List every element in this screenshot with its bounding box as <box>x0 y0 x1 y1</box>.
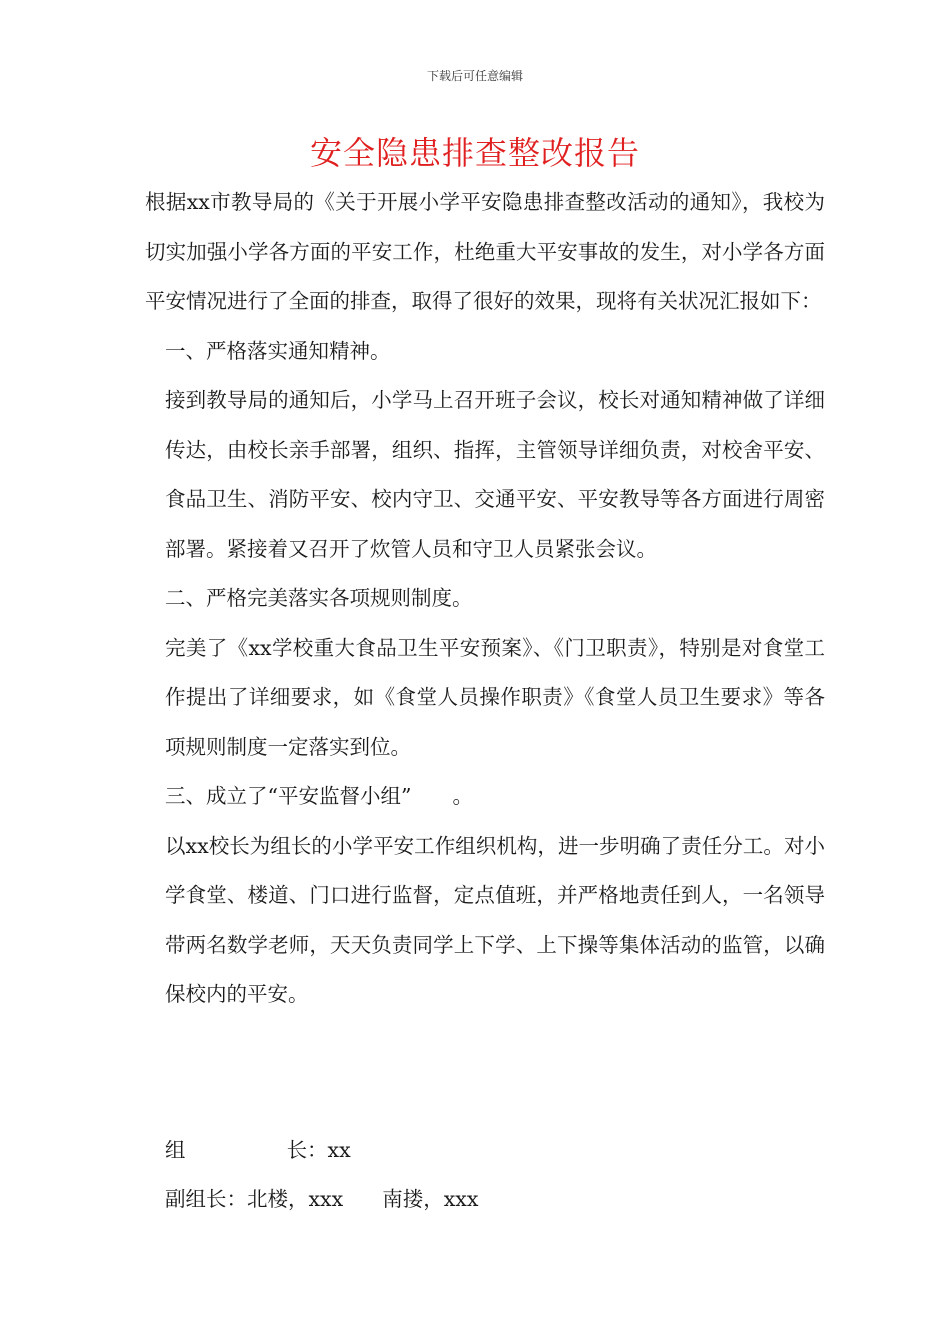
roster-leader-label-part1: 组 <box>165 1138 186 1162</box>
document-title: 安全隐患排查整改报告 <box>309 134 640 172</box>
section-1-paragraph: 接到教导局的通知后，小学马上召开班子会议，校长对通知精神做了详细传达，由校长亲手部署，组织、指挥，主管领导详细负责，对校舍平安、食品卫生、消防平安、校内守卫、交通平安、平安教导等各方面进行周密部署。紧接着又召开了炊管人员和守卫人员紧张会议。 <box>165 388 825 561</box>
intro-paragraph: 根据xx市教导局的《关于开展小学平安隐患排查整改活动的通知》，我校为切实加强小学各方面的平安工作，杜绝重大平安事故的发生，对小学各方面平安情况进行了全面的排查，取得了很好的效果，现将有关状况汇报如下： <box>145 190 825 313</box>
roster-deputy-north: 副组长：北楼，xxx <box>165 1187 344 1211</box>
section-2-paragraph: 完美了《xx学校重大食品卫生平安预案》、《门卫职责》，特别是对食堂工作提出了详细要求，如《食堂人员操作职责》《食堂人员卫生要求》等各项规则制度一定落实到位。 <box>165 635 825 759</box>
header-note: 下载后可任意编辑 <box>426 69 523 83</box>
roster-leader-label-part2: 长：xx <box>286 1138 351 1162</box>
section-3-paragraph: 以xx校长为组长的小学平安工作组织机构，进一步明确了责任分工。对小学食堂、楼道、门口进行监督，定点值班，并严格地责任到人，一名领导带两名数学老师，天天负责同学上下学、上下操等集体活动的监管，以确保校内的平安。 <box>165 833 825 1006</box>
roster-leader-line <box>165 1133 351 1163</box>
section-heading-2: 二、严格完美落实各项规则制度。 <box>165 586 473 610</box>
document-body <box>145 178 825 1020</box>
roster-deputy-south: 南搂，xxx <box>382 1187 479 1211</box>
section-heading-3: 三、成立了“平安监督小组” 。 <box>165 784 473 808</box>
roster-deputy-line <box>165 1182 478 1212</box>
section-heading-1: 一、严格落实通知精神。 <box>165 338 391 363</box>
